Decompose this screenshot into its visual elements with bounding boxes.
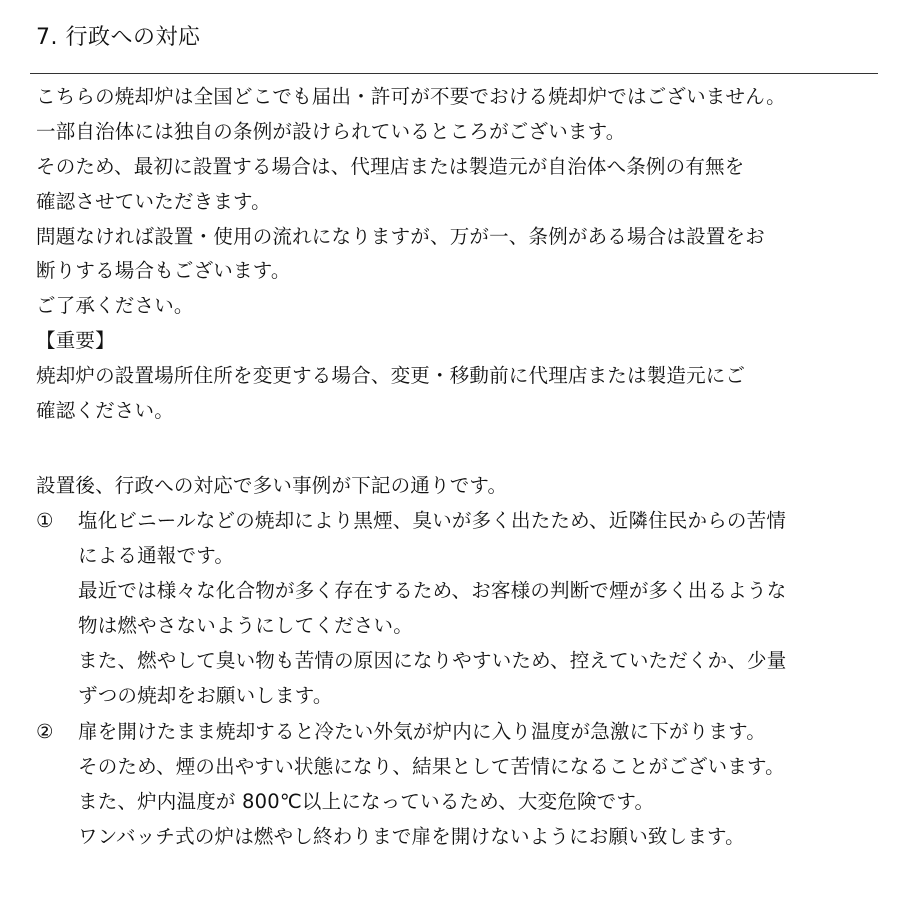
case-line: また、炉内温度が 800℃以上になっているため、大変危険です。 [78,790,655,813]
case-marker: ② [36,720,54,743]
case-line: ずつの焼却をお願いします。 [78,684,333,707]
heading-divider [30,73,878,74]
cases-intro: 設置後、行政への対応で多い事例が下記の通りです。 [36,474,508,497]
important-line: 確認ください。 [36,399,174,422]
intro-line: ご了承ください。 [36,294,194,317]
case-line: 最近では様々な化合物が多く存在するため、お客様の判断で煙が多く出るような [78,579,787,602]
intro-line: 確認させていただきます。 [36,190,271,213]
intro-line: こちらの焼却炉は全国どこでも届出・許可が不要でおける焼却炉ではございません。 [36,85,786,108]
intro-line: そのため、最初に設置する場合は、代理店または製造元が自治体へ条例の有無を [36,155,745,178]
important-line: 焼却炉の設置場所住所を変更する場合、変更・移動前に代理店または製造元にご [36,364,746,387]
intro-line: 一部自治体には独自の条例が設けられているところがございます。 [36,120,626,143]
important-label: 【重要】 [36,329,115,352]
case-line: 塩化ビニールなどの焼却により黒煙、臭いが多く出たため、近隣住民からの苦情 [78,509,787,532]
section-heading: 7. 行政への対応 [36,25,201,50]
case-marker: ① [36,509,54,532]
case-line: また、燃やして臭い物も苦情の原因になりやすいため、控えていただくか、少量 [78,649,787,672]
case-line: 物は燃やさないようにしてください。 [78,614,413,637]
case-line: ワンバッチ式の炉は燃やし終わりまで扉を開けないようにお願い致します。 [78,825,745,848]
intro-line: 問題なければ設置・使用の流れになりますが、万が一、条例がある場合は設置をお [36,225,765,248]
case-line: による通報です。 [78,544,235,567]
intro-line: 断りする場合もございます。 [36,259,291,282]
case-line: そのため、煙の出やすい状態になり、結果として苦情になることがございます。 [78,755,785,778]
case-line: 扉を開けたまま焼却すると冷たい外気が炉内に入り温度が急激に下がります。 [78,720,766,743]
